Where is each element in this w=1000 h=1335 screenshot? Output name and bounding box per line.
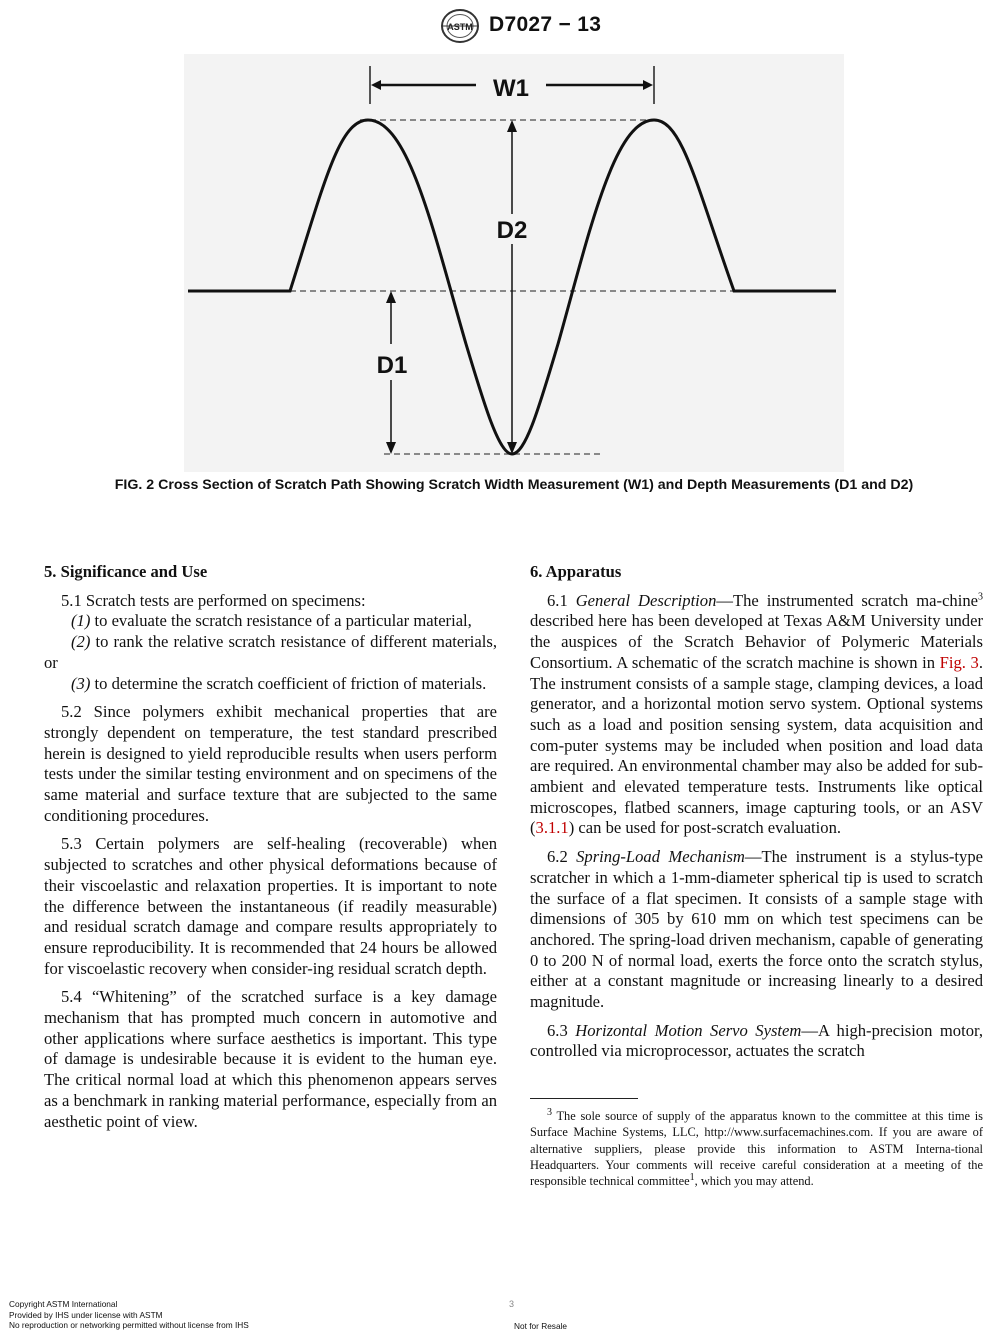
paragraph-text: —The instrumented scratch ma-chine: [716, 590, 979, 610]
paragraph-6-3: [530, 1021, 983, 1062]
list-item-number: (3): [71, 673, 91, 693]
document-id: D7027 − 13: [489, 13, 602, 36]
paragraph-6-1: [530, 591, 983, 839]
section-6-heading: 6. Apparatus: [530, 562, 622, 581]
copyright-line: Copyright ASTM International: [9, 1299, 118, 1309]
list-item-number: (2): [71, 632, 91, 652]
list-item: [44, 674, 497, 695]
not-for-resale-notice: Not for Resale: [514, 1321, 568, 1331]
d1-label: D1: [376, 352, 408, 379]
fig-3-link[interactable]: Fig. 3: [939, 652, 979, 672]
section-5-heading: 5. Significance and Use: [44, 562, 208, 581]
paragraph-number: 6.1: [547, 590, 576, 610]
list-item-text: to determine the scratch coefficient of friction of materials.: [90, 673, 487, 693]
d2-label: D2: [496, 217, 528, 244]
paragraph-title: Spring-Load Mechanism: [576, 847, 745, 867]
copyright-footer: [9, 1299, 249, 1331]
paragraph-title: Horizontal Motion Servo System: [575, 1020, 802, 1040]
list-item: [44, 632, 497, 673]
footnote-body: The sole source of supply of the apparatus known to the committee at this time is Surface Machine Systems, LLC, http://www.surfacemachines.com. If you are aware of alternative suppliers, please provide this information to ASTM Interna-tional Headquarters. Your comments will receive careful consideration at a meeting of the responsible technical committee: [530, 1109, 983, 1189]
license-line: Provided by IHS under license with ASTM: [9, 1309, 163, 1320]
footnote-text: [530, 1108, 983, 1189]
paragraph-5-4: 5.4 “Whitening” of the scratched surface is a key damage mechanism that has prompted much concern in automotive and other applications where surface aesthetics is important. This type of damage is undesirable because it is evident to the human eye. The critical normal load at which this phenomenon appears serves as a benchmark in ranking material performance, especially from an aesthetic point of view.: [44, 987, 497, 1131]
astm-logo: [439, 8, 481, 44]
paragraph-text: —The instrument is a stylus-type scratcher in which a 1-mm-diameter spherical tip is used to scratch the surface of a flat specimen. It consists of a sample stage with dimensions of 305 by 610 mm on which test specimens can be anchored. The spring-load driven mechanism, capable of generating 0 to 200 N of normal load, exerts the force onto the scratch stylus, either at a constant magnitude or increasing linearly to a desired magnitude.: [530, 847, 983, 1012]
paragraph-title: General Description: [575, 590, 717, 610]
column-left: [44, 562, 497, 1140]
paragraph-text: —A high-precision motor, controlled via microprocessor, actuates the scratch: [530, 1020, 984, 1061]
figure-caption: FIG. 2 Cross Section of Scratch Path Showing Scratch Width Measurement (W1) and Depth Measurements (D1 and D2): [114, 477, 914, 493]
paragraph-number: 6.3: [547, 1020, 576, 1040]
footnote-ref[interactable]: 1: [689, 1172, 695, 1184]
paragraph-text: described here has been developed at Texas A&M University under the auspices of the Scratch Behavior of Polymeric Materials Consortium. A schematic of the scratch machine is shown in: [530, 611, 983, 672]
figure-scratch-cross-section: [184, 54, 844, 472]
paragraph-5-1: 5.1 Scratch tests are performed on specimens:: [61, 590, 366, 610]
page-number: 3: [509, 1299, 515, 1309]
list-item-text: to rank the relative scratch resistance of different materials, or: [44, 632, 497, 672]
footnote: [530, 1108, 983, 1189]
section-3-1-1-link[interactable]: 3.1.1: [535, 818, 569, 838]
footnote-body: , which you may attend.: [694, 1174, 814, 1189]
paragraph-5-3: 5.3 Certain polymers are self-healing (recoverable) when subjected to scratches and other physical deformations because of their viscoelastic and relaxation properties. It is important to note the difference between the instantaneous (if readily measurable) and residual scratch damage and compare results appropriately to ensure reproducibility. It is recommended that 24 hours be allowed for viscoelastic recovery when consider-ing residual scratch depth.: [44, 834, 497, 978]
list-item: [44, 611, 497, 632]
reproduction-notice: No reproduction or networking permitted without license from IHS: [9, 1320, 249, 1330]
footnote-divider: [530, 1098, 638, 1099]
list-item-text: to evaluate the scratch resistance of a particular material,: [90, 611, 472, 631]
list-item-number: (1): [71, 611, 91, 631]
paragraph-number: 6.2: [547, 847, 577, 867]
paragraph-text: ) can be used for post-scratch evaluation.: [568, 818, 842, 838]
paragraph-5-2: 5.2 Since polymers exhibit mechanical properties that are strongly dependent on temperature, the test standard prescribed herein is designed to yield reproducible results when users perform tests under the similar testing environment and on specimens of the same material and surface texture that are subjected to the same conditioning procedures.: [44, 702, 497, 825]
footnote-ref[interactable]: 3: [978, 591, 984, 603]
footnote-number: 3: [547, 1106, 552, 1118]
paragraph-6-2: [530, 847, 983, 1013]
paragraph-text: . The instrument consists of a sample stage, clamping devices, a load generator, and a horizontal motion servo system. Optional systems such as a load and position sensing system, data acquisition and com-puter systems may be included when position and load data are required. An environmental chamber may also be added for sub-ambient and elevated temperature tests. Instruments like optical microscopes, flatbed scanners, image capturing tools, or an ASV (: [530, 652, 983, 838]
logo-text: ASTM: [447, 22, 473, 32]
column-right: [530, 562, 983, 1070]
w1-label: W1: [493, 75, 529, 102]
page-header: [0, 4, 1000, 40]
